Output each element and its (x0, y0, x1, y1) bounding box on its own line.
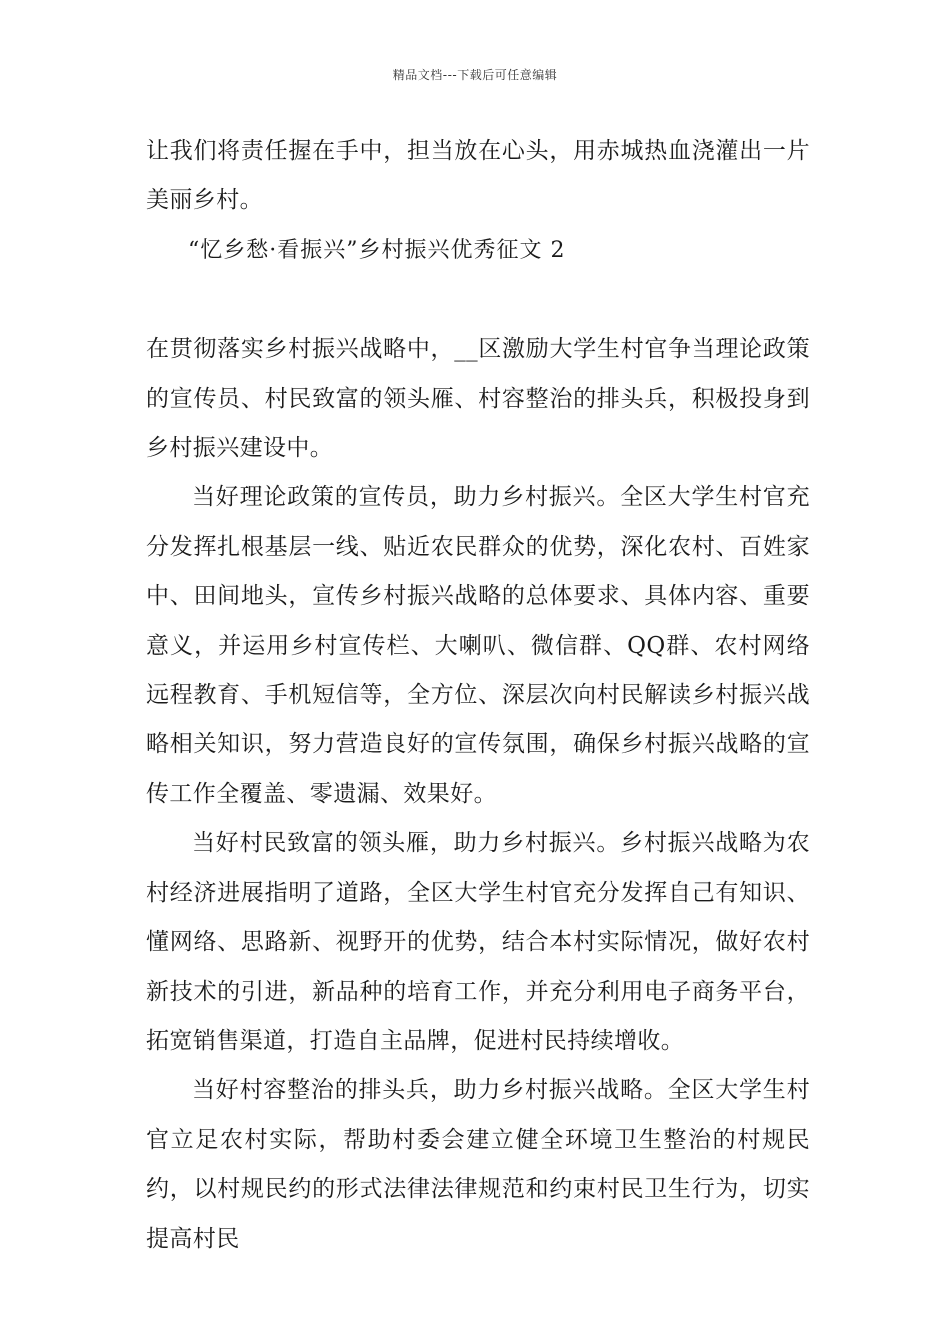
document-body (146, 127, 810, 1264)
paragraph-propaganda: 当好理论政策的宣传员，助力乡村振兴。全区大学生村官充分发挥扎根基层一线、贴近农民群众的优势，深化农村、百姓家中、田间地头，宣传乡村振兴战略的总体要求、具体内容、重要意义，并运用乡村宣传栏、大喇叭、微信群、QQ群、农村网络远程教育、手机短信等，全方位、深层次向村民解读乡村振兴战略相关知识，努力营造良好的宣传氛围，确保乡村振兴战略的宣传工作全覆盖、零遗漏、效果好。 (146, 484, 810, 807)
paragraph-lead: 在贯彻落实乡村振兴战略中，__区激励大学生村官争当理论政策的宣传员、村民致富的领头雁、村容整治的排头兵，积极投身到乡村振兴建设中。 (146, 336, 810, 462)
blank-line (146, 275, 810, 325)
paragraph-village-cleanup: 当好村容整治的排头兵，助力乡村振兴战略。全区大学生村官立足农村实际，帮助村委会建立健全环境卫生整治的村规民约，以村规民约的形式法律法律规范和约束村民卫生行为，切实提高村民 (146, 1077, 810, 1252)
page-header: 精品文档---下载后可任意编辑 (392, 68, 558, 82)
intro-paragraph: 让我们将责任握在手中，担当放在心头，用赤城热血浇灌出一片美丽乡村。 (146, 138, 810, 214)
section-title: “忆乡愁·看振兴”乡村振兴优秀征文 2 (188, 237, 566, 263)
paragraph-prosperity: 当好村民致富的领头雁，助力乡村振兴。乡村振兴战略为农村经济进展指明了道路，全区大学生村官充分发挥自己有知识、懂网络、思路新、视野开的优势，结合本村实际情况，做好农村新技术的引进，新品种的培育工作，并充分利用电子商务平台，拓宽销售渠道，打造自主品牌，促进村民持续增收。 (146, 830, 810, 1054)
